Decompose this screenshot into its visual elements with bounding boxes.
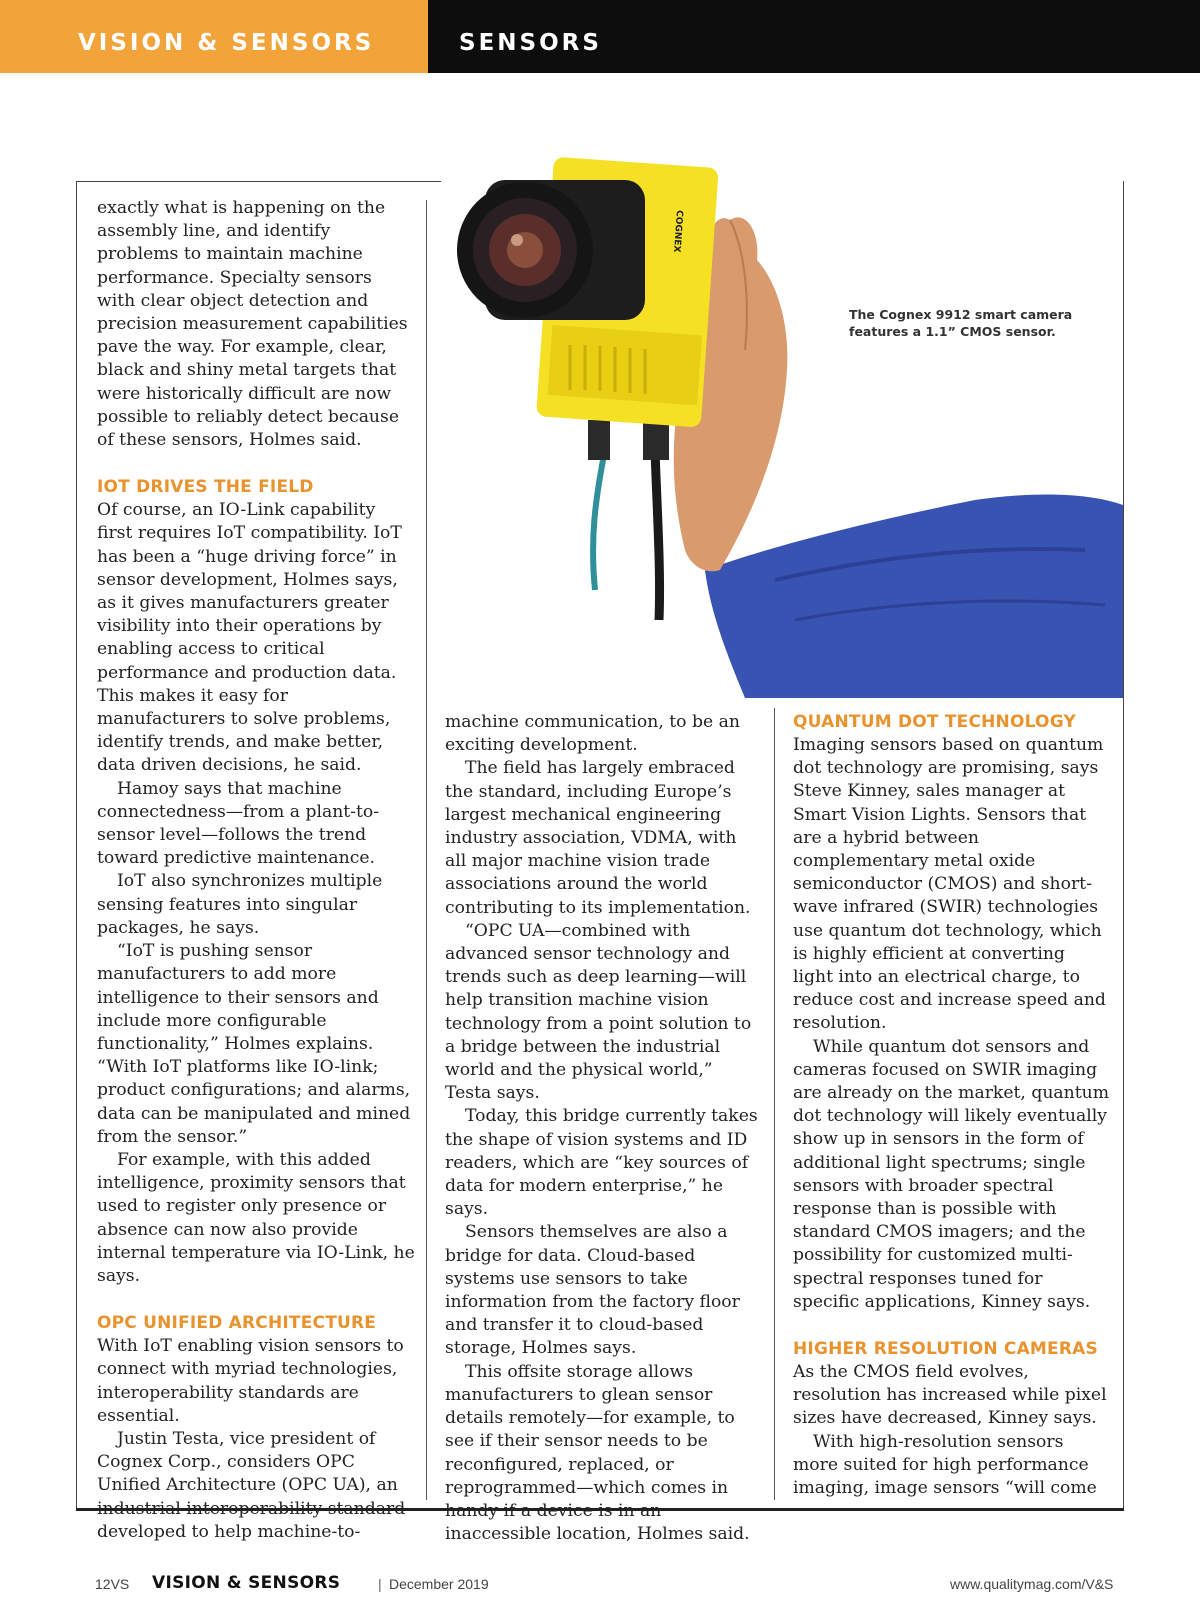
paragraph: Sensors themselves are also a bridge for data. Cloud-based systems use sensors to take information from the factory floor and transfer it to cloud-based storage, Holmes says.	[445, 1222, 740, 1359]
website-link[interactable]: www.qualitymag.com/V&S	[950, 1576, 1114, 1592]
paragraph: Hamoy says that machine connectedness—from a plant-to-sensor level—follows the trend toward predictive maintenance.	[97, 778, 380, 869]
section-heading: IOT DRIVES THE FIELD	[97, 477, 314, 498]
column-divider	[774, 708, 775, 1500]
section-heading: QUANTUM DOT TECHNOLOGY	[793, 712, 1076, 732]
issue-date: December 2019	[389, 1576, 489, 1592]
paragraph: For example, with this added intelligence, proximity sensors that used to register only presence or absence can now also provide internal temperature via IO-Link, he says.	[97, 1149, 415, 1286]
footer-separator: |	[378, 1576, 382, 1592]
paragraph: Imaging sensors based on quantum dot technology are promising, says Steve Kinney, sales manager at Smart Vision Lights. Sensors that are a hybrid between complementary metal oxide semiconductor (CMOS) and short-wave infrared (SWIR) technologies use quantum dot technology, which is highly efficient at converting light into an electrical charge, to reduce cost and increase speed and resolution.	[793, 735, 1106, 1034]
section-banner	[0, 0, 428, 73]
article-column-1	[97, 197, 415, 1544]
paragraph: IoT also synchronizes multiple sensing features into singular packages, he says.	[97, 871, 383, 938]
column-divider	[426, 200, 427, 1500]
paragraph: While quantum dot sensors and cameras focused on SWIR imaging are already on the market, quantum dot technology will likely eventually show up in sensors in the form of additional light spectrums; single sensors with broader spectral response than is possible with standard CMOS imagers; and the possibility for customized multi-spectral responses tuned for specific applications, Kinney says.	[793, 1036, 1109, 1312]
paragraph: exactly what is happening on the assembly line, and identify problems to maintain machine performance. Specialty sensors with clear object detection and precision measurement capabilities pave the way. For example, clear, black and shiny metal targets that were historically difficult are now possible to reliably detect because of these sensors, Holmes said.	[97, 198, 408, 451]
paragraph: With IoT enabling vision sensors to connect with myriad technologies, interoperability standards are essential.	[97, 1336, 404, 1426]
shirt-sleeve	[705, 495, 1123, 698]
article-column-3	[793, 711, 1109, 1500]
paragraph: With high-resolution sensors more suited for high performance imaging, image sensors “will come	[793, 1431, 1097, 1499]
paragraph: The field has largely embraced the standard, including Europe’s largest mechanical engineering industry association, VDMA, with all major machine vision trade associations around the world contributing to its implementation.	[445, 758, 751, 918]
section-title: VISION & SENSORS	[78, 30, 375, 56]
frame-border-right	[1123, 181, 1124, 1511]
blue-cable	[593, 450, 605, 590]
paragraph: Today, this bridge currently takes the shape of vision systems and ID readers, which are “key sources of data for modern enterprise,” he says.	[445, 1106, 758, 1220]
article-column-2	[445, 711, 763, 1546]
paragraph: As the CMOS field evolves, resolution has increased while pixel sizes have decreased, Kinney says.	[793, 1362, 1107, 1429]
paragraph: Of course, an IO-Link capability first requires IoT compatibility. IoT has been a “huge driving force” in sensor development, Holmes says, as it gives manufacturers greater visibility into their operations by enabling access to critical performance and production data. This makes it easy for manufacturers to solve problems, identify trends, and make better, data driven decisions, he said.	[97, 500, 402, 776]
frame-border-left	[76, 181, 77, 1511]
topic-banner	[428, 0, 1200, 73]
frame-border-top	[76, 181, 441, 182]
page-number: 12VS	[95, 1576, 130, 1592]
paragraph: This offsite storage allows manufacturers to glean sensor details remotely—for example, to see if their sensor needs to be reconfigured, replaced, or reprogrammed—which comes in handy if a device is in an inaccessible location, Holmes said.	[445, 1361, 750, 1545]
page-footer	[0, 1575, 1200, 1599]
paragraph: Justin Testa, vice president of Cognex Corp., considers OPC Unified Architecture (OPC UA), an industrial interoperability standard developed to help machine-to-	[97, 1428, 406, 1542]
section-heading: OPC UNIFIED ARCHITECTURE	[97, 1313, 377, 1334]
camera-brand-text: COGNEX	[671, 209, 684, 253]
magazine-name: VISION & SENSORS	[152, 1573, 341, 1593]
paragraph: machine communication, to be an exciting development.	[445, 712, 740, 756]
black-cable	[655, 450, 660, 620]
section-heading: HIGHER RESOLUTION CAMERAS	[793, 1339, 1098, 1360]
camera-in-hand-photo	[445, 150, 1123, 698]
topic-title: SENSORS	[459, 30, 602, 56]
paragraph: “IoT is pushing sensor manufacturers to add more intelligence to their sensors and include more configurable functionality,” Holmes explains. “With IoT platforms like IO-link; product configurations; and alarms, data can be manipulated and mined from the sensor.”	[97, 941, 411, 1147]
paragraph: “OPC UA—combined with advanced sensor technology and trends such as deep learning—will help transition machine vision technology from a point solution to a bridge between the industrial world and the physical world,” Testa says.	[445, 920, 752, 1104]
photo-caption: The Cognex 9912 smart camera features a 1.1” CMOS sensor.	[849, 307, 1073, 339]
